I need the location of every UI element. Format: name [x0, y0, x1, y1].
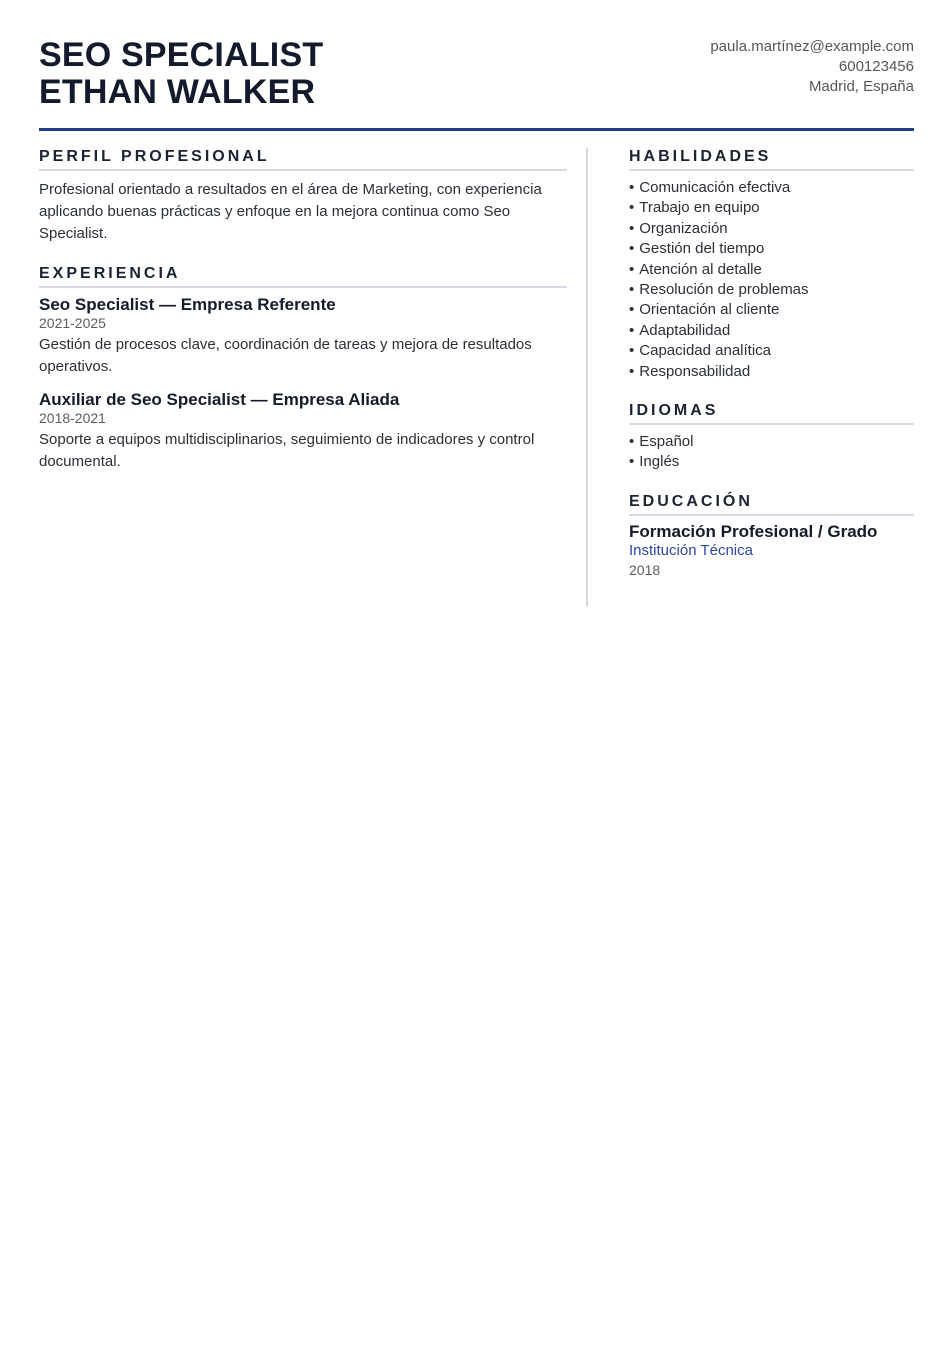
list-item: • Atención al detalle: [629, 260, 762, 278]
profile-section: [39, 148, 567, 245]
job-entry-dates: 2018-2021: [39, 410, 106, 426]
experience-heading: EXPERIENCIA: [39, 265, 567, 288]
left-column: [39, 148, 567, 493]
list-item: • Trabajo en equipo: [629, 199, 760, 217]
job-title-heading: SEO SPECIALIST: [39, 36, 324, 74]
job-entry-title: Auxiliar de Seo Specialist — Empresa Aliada: [39, 390, 400, 409]
job-entry: [39, 390, 567, 473]
education-section: [629, 493, 914, 580]
list-item: • Adaptabilidad: [629, 321, 731, 339]
contact-info: [710, 37, 914, 97]
skills-list: [629, 178, 914, 382]
list-item: • Inglés: [629, 453, 680, 471]
column-divider: [586, 148, 588, 607]
profile-heading: PERFIL PROFESIONAL: [39, 148, 567, 171]
education-degree: Formación Profesional / Grado: [629, 521, 878, 541]
experience-section: [39, 265, 567, 473]
list-item: • Orientación al cliente: [629, 301, 780, 319]
languages-heading: IDIOMAS: [629, 402, 914, 425]
education-institution: Institución Técnica: [629, 541, 753, 559]
profile-text: Profesional orientado a resultados en el área de Marketing, con experiencia aplicando buenas prácticas y enfoque en la mejora continua como Seo Specialist.: [39, 181, 542, 242]
list-item: • Responsabilidad: [629, 362, 751, 380]
job-entry-dates: 2021-2025: [39, 315, 106, 331]
education-heading: EDUCACIÓN: [629, 493, 914, 516]
job-entry-description: Soporte a equipos multidisciplinarios, seguimiento de indicadores y control documental.: [39, 431, 535, 470]
languages-list: [629, 432, 914, 473]
list-item: • Español: [629, 433, 694, 451]
resume-page: [39, 0, 914, 578]
list-item: • Resolución de problemas: [629, 281, 809, 299]
contact-location: Madrid, España: [808, 78, 914, 95]
resume-header: [39, 0, 914, 131]
contact-phone: 600123456: [838, 58, 914, 75]
list-item: • Comunicación efectiva: [629, 179, 791, 196]
contact-email: paula.martínez@example.com: [710, 38, 914, 55]
education-year: 2018: [629, 561, 661, 578]
name-block: [39, 37, 323, 111]
person-name: ETHAN WALKER: [39, 73, 316, 111]
skills-section: [629, 148, 914, 382]
list-item: • Organización: [629, 219, 728, 237]
job-entry: [39, 295, 567, 378]
list-item: • Capacidad analítica: [629, 342, 772, 360]
languages-section: [629, 402, 914, 473]
right-column: [629, 148, 914, 600]
job-entry-description: Gestión de procesos clave, coordinación de tareas y mejora de resultados operativos.: [39, 336, 532, 375]
list-item: • Gestión del tiempo: [629, 240, 765, 258]
header-divider: [39, 128, 914, 131]
skills-heading: HABILIDADES: [629, 148, 914, 171]
job-entry-title: Seo Specialist — Empresa Referente: [39, 295, 336, 314]
